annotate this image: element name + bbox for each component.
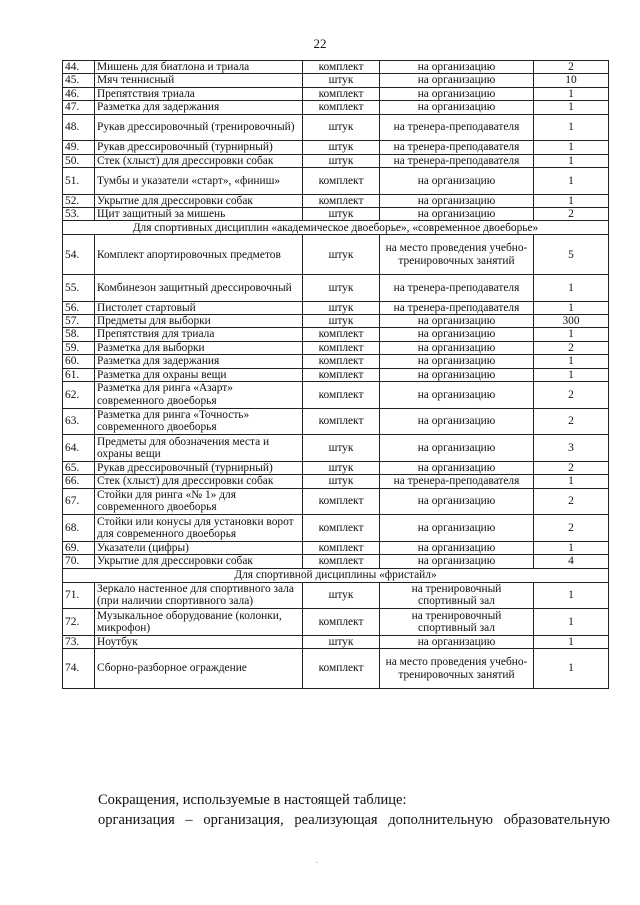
item-name: Рукав дрессировочный (тренировочный) [95,114,303,141]
table-row [63,555,609,568]
item-quantity: 2 [534,382,609,409]
item-number: 55. [63,275,95,302]
item-unit: штук [303,475,380,488]
item-recipient: на тренера-преподавателя [380,301,534,314]
section-header-row [63,568,609,582]
table-row [63,235,609,275]
item-unit: комплект [303,368,380,381]
item-number: 52. [63,194,95,207]
table-row [63,168,609,195]
item-number: 54. [63,235,95,275]
item-name: Предметы для выборки [95,315,303,328]
item-unit: комплект [303,341,380,354]
item-number: 59. [63,341,95,354]
item-quantity: 2 [534,341,609,354]
item-unit: комплект [303,355,380,368]
item-name: Рукав дрессировочный (турнирный) [95,141,303,154]
table-row [63,355,609,368]
item-recipient: на организацию [380,541,534,554]
item-number: 47. [63,101,95,114]
table-row [63,141,609,154]
item-unit: штук [303,435,380,462]
item-recipient: на тренера-преподавателя [380,141,534,154]
item-recipient: на организацию [380,408,534,435]
item-number: 67. [63,488,95,515]
item-name: Стойки для ринга «№ 1» для современного двоеборья [95,488,303,515]
item-recipient: на тренера-преподавателя [380,475,534,488]
equipment-table-body [63,61,609,689]
item-unit: штук [303,301,380,314]
item-unit: комплект [303,101,380,114]
table-row [63,328,609,341]
item-quantity: 1 [534,114,609,141]
item-quantity: 1 [534,635,609,648]
item-number: 46. [63,87,95,100]
item-name: Разметка для задержания [95,101,303,114]
item-recipient: на организацию [380,355,534,368]
item-name: Укрытие для дрессировки собак [95,194,303,207]
item-name: Рукав дрессировочный (турнирный) [95,461,303,474]
item-recipient: на организацию [380,168,534,195]
table-row [63,649,609,689]
item-recipient: на тренировочный спортивный зал [380,609,534,636]
item-recipient: на организацию [380,101,534,114]
item-quantity: 1 [534,368,609,381]
table-row [63,475,609,488]
item-name: Стек (хлыст) для дрессировки собак [95,475,303,488]
item-recipient: на место проведения учебно-тренировочных занятий [380,235,534,275]
table-row [63,382,609,409]
item-name: Комбинезон защитный дрессировочный [95,275,303,302]
item-name: Разметка для выборки [95,341,303,354]
item-number: 72. [63,609,95,636]
item-unit: комплект [303,61,380,74]
item-name: Зеркало настенное для спортивного зала (при наличии спортивного зала) [95,582,303,609]
item-name: Предметы для обозначения места и охраны вещи [95,435,303,462]
item-recipient: на организацию [380,61,534,74]
item-recipient: на организацию [380,194,534,207]
item-name: Указатели (цифры) [95,541,303,554]
item-recipient: на место проведения учебно-тренировочных занятий [380,649,534,689]
item-quantity: 1 [534,475,609,488]
item-recipient: на организацию [380,461,534,474]
item-unit: комплект [303,609,380,636]
item-recipient: на тренировочный спортивный зал [380,582,534,609]
item-quantity: 1 [534,609,609,636]
table-row [63,488,609,515]
item-recipient: на организацию [380,328,534,341]
table-row [63,74,609,87]
item-quantity: 1 [534,194,609,207]
item-name: Мяч теннисный [95,74,303,87]
item-number: 63. [63,408,95,435]
item-recipient: на организацию [380,382,534,409]
item-quantity: 1 [534,582,609,609]
item-unit: комплект [303,408,380,435]
table-row [63,435,609,462]
item-number: 45. [63,74,95,87]
item-number: 53. [63,208,95,221]
table-row [63,275,609,302]
item-recipient: на организацию [380,208,534,221]
item-unit: комплект [303,194,380,207]
table-row [63,341,609,354]
item-unit: комплект [303,541,380,554]
table-row [63,368,609,381]
item-quantity: 2 [534,488,609,515]
item-quantity: 1 [534,168,609,195]
item-unit: штук [303,208,380,221]
item-unit: штук [303,582,380,609]
item-name: Стойки или конусы для установки ворот для современного двоеборья [95,515,303,542]
table-row [63,101,609,114]
item-number: 73. [63,635,95,648]
item-name: Музыкальное оборудование (колонки, микрофон) [95,609,303,636]
item-unit: комплект [303,382,380,409]
table-row [63,541,609,554]
footnote-title: Сокращения, используемые в настоящей таблице: [98,792,407,808]
item-recipient: на тренера-преподавателя [380,275,534,302]
item-unit: штук [303,461,380,474]
item-name: Тумбы и указатели «старт», «финиш» [95,168,303,195]
item-number: 65. [63,461,95,474]
table-row [63,301,609,314]
item-quantity: 300 [534,315,609,328]
item-quantity: 2 [534,408,609,435]
table-row [63,408,609,435]
footnote [98,790,610,830]
item-recipient: на тренера-преподавателя [380,154,534,167]
item-unit: штук [303,235,380,275]
item-unit: комплект [303,555,380,568]
item-recipient: на организацию [380,515,534,542]
item-quantity: 5 [534,235,609,275]
item-number: 69. [63,541,95,554]
item-name: Пистолет стартовый [95,301,303,314]
item-recipient: на организацию [380,488,534,515]
item-name: Стек (хлыст) для дрессировки собак [95,154,303,167]
item-number: 74. [63,649,95,689]
table-row [63,635,609,648]
item-number: 61. [63,368,95,381]
item-quantity: 2 [534,461,609,474]
item-quantity: 1 [534,301,609,314]
item-quantity: 3 [534,435,609,462]
item-name: Разметка для задержания [95,355,303,368]
item-unit: штук [303,154,380,167]
table-row [63,582,609,609]
item-quantity: 2 [534,61,609,74]
item-number: 64. [63,435,95,462]
item-recipient: на организацию [380,341,534,354]
item-unit: штук [303,141,380,154]
item-name: Мишень для биатлона и триала [95,61,303,74]
item-number: 44. [63,61,95,74]
item-unit: штук [303,275,380,302]
item-number: 58. [63,328,95,341]
section-title: Для спортивных дисциплин «академическое двоеборье», «современное двоеборье» [63,221,609,235]
item-quantity: 1 [534,101,609,114]
item-recipient: на организацию [380,435,534,462]
item-unit: комплект [303,488,380,515]
item-name: Сборно-разборное ограждение [95,649,303,689]
item-quantity: 1 [534,328,609,341]
item-name: Препятствия триала [95,87,303,100]
item-number: 48. [63,114,95,141]
item-number: 57. [63,315,95,328]
item-unit: комплект [303,515,380,542]
section-title: Для спортивной дисциплины «фристайл» [63,568,609,582]
item-recipient: на организацию [380,87,534,100]
table-row [63,114,609,141]
table-row [63,609,609,636]
item-quantity: 1 [534,355,609,368]
item-recipient: на организацию [380,74,534,87]
item-name: Препятствия для триала [95,328,303,341]
item-number: 50. [63,154,95,167]
item-quantity: 1 [534,87,609,100]
item-number: 70. [63,555,95,568]
item-name: Ноутбук [95,635,303,648]
scan-speck: · [315,858,319,869]
item-unit: комплект [303,168,380,195]
item-quantity: 1 [534,154,609,167]
table-row [63,515,609,542]
item-quantity: 1 [534,649,609,689]
table-row [63,61,609,74]
item-name: Разметка для ринга «Точность» современного двоеборья [95,408,303,435]
item-number: 60. [63,355,95,368]
item-number: 71. [63,582,95,609]
item-unit: комплект [303,87,380,100]
item-quantity: 10 [534,74,609,87]
footnote-definition: организация – организация, реализующая дополнительную образовательную [98,812,610,828]
item-unit: штук [303,74,380,87]
item-unit: штук [303,635,380,648]
item-unit: штук [303,114,380,141]
item-unit: комплект [303,649,380,689]
item-recipient: на тренера-преподавателя [380,114,534,141]
item-quantity: 2 [534,515,609,542]
item-recipient: на организацию [380,635,534,648]
item-name: Комплект апортировочных предметов [95,235,303,275]
item-quantity: 1 [534,541,609,554]
equipment-table [62,60,609,689]
item-quantity: 1 [534,275,609,302]
table-row [63,154,609,167]
item-name: Разметка для ринга «Азарт» современного двоеборья [95,382,303,409]
table-row [63,194,609,207]
item-name: Разметка для охраны вещи [95,368,303,381]
item-recipient: на организацию [380,315,534,328]
item-number: 49. [63,141,95,154]
page-number: 22 [313,36,327,51]
item-recipient: на организацию [380,368,534,381]
item-name: Щит защитный за мишень [95,208,303,221]
item-quantity: 1 [534,141,609,154]
table-row [63,461,609,474]
item-quantity: 2 [534,208,609,221]
item-number: 68. [63,515,95,542]
item-recipient: на организацию [380,555,534,568]
table-row [63,87,609,100]
item-unit: комплект [303,328,380,341]
section-header-row [63,221,609,235]
item-number: 62. [63,382,95,409]
table-row [63,315,609,328]
item-number: 66. [63,475,95,488]
item-quantity: 4 [534,555,609,568]
item-number: 51. [63,168,95,195]
item-number: 56. [63,301,95,314]
table-row [63,208,609,221]
item-name: Укрытие для дрессировки собак [95,555,303,568]
item-unit: штук [303,315,380,328]
